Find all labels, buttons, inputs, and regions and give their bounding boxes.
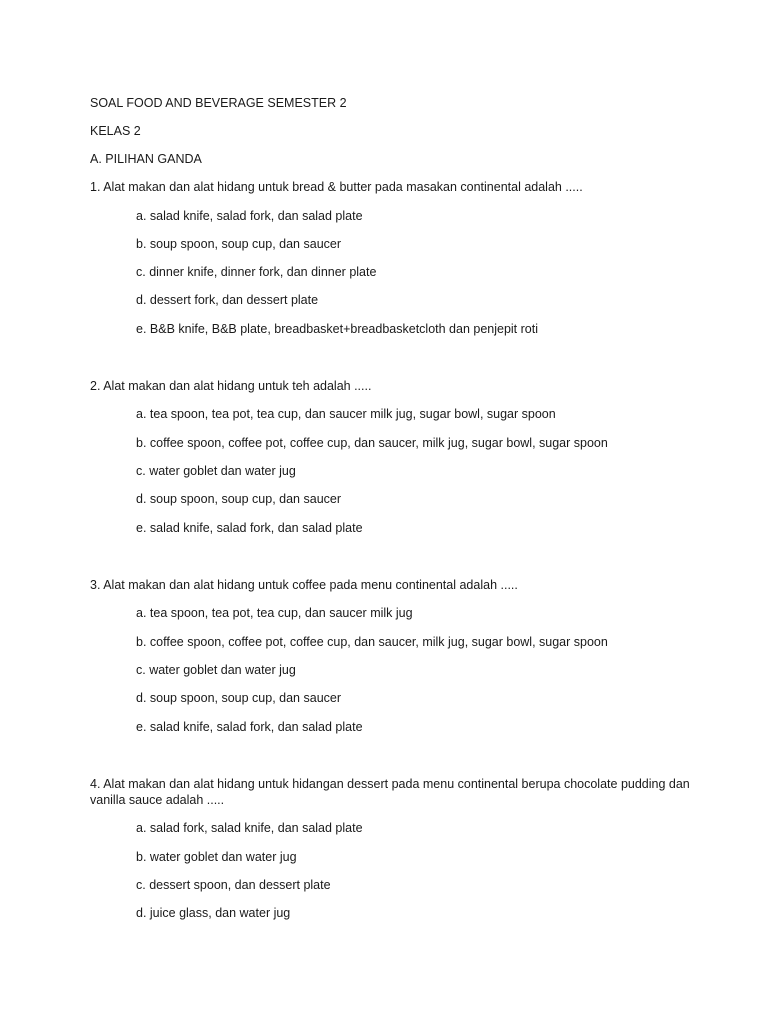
option-1c: c. dinner knife, dinner fork, dan dinner plate [136,265,377,279]
option-3c: c. water goblet dan water jug [136,663,296,677]
question-1: 1. Alat makan dan alat hidang untuk bread & butter pada masakan continental adalah ..... [90,180,583,194]
option-2b: b. coffee spoon, coffee pot, coffee cup, dan saucer, milk jug, sugar bowl, sugar spoon [136,436,608,450]
option-1a: a. salad knife, salad fork, dan salad plate [136,209,363,223]
option-3a: a. tea spoon, tea pot, tea cup, dan saucer milk jug [136,606,413,620]
option-4a: a. salad fork, salad knife, dan salad plate [136,821,363,835]
option-2d: d. soup spoon, soup cup, dan saucer [136,492,342,506]
question-3: 3. Alat makan dan alat hidang untuk coffee pada menu continental adalah ..... [90,578,518,592]
class-label: KELAS 2 [90,124,141,138]
option-2a: a. tea spoon, tea pot, tea cup, dan saucer milk jug, sugar bowl, sugar spoon [136,407,556,421]
option-3d: d. soup spoon, soup cup, dan saucer [136,691,342,705]
option-1b: b. soup spoon, soup cup, dan saucer [136,237,342,251]
question-4: 4. Alat makan dan alat hidang untuk hidangan dessert pada menu continental berupa chocolate pudding dan vanilla sauce adalah ..... [90,777,690,807]
option-2c: c. water goblet dan water jug [136,464,296,478]
option-2e: e. salad knife, salad fork, dan salad plate [136,521,363,535]
option-4d: d. juice glass, dan water jug [136,906,291,920]
option-3e: e. salad knife, salad fork, dan salad plate [136,720,363,734]
option-4c: c. dessert spoon, dan dessert plate [136,878,331,892]
question-2: 2. Alat makan dan alat hidang untuk teh adalah ..... [90,379,372,393]
option-1d: d. dessert fork, dan dessert plate [136,293,319,307]
option-4b: b. water goblet dan water jug [136,850,297,864]
document-title: SOAL FOOD AND BEVERAGE SEMESTER 2 [90,96,347,110]
option-3b: b. coffee spoon, coffee pot, coffee cup, dan saucer, milk jug, sugar bowl, sugar spoon [136,635,608,649]
option-1e: e. B&B knife, B&B plate, breadbasket+breadbasketcloth dan penjepit roti [136,322,538,336]
section-heading: A. PILIHAN GANDA [90,152,202,166]
